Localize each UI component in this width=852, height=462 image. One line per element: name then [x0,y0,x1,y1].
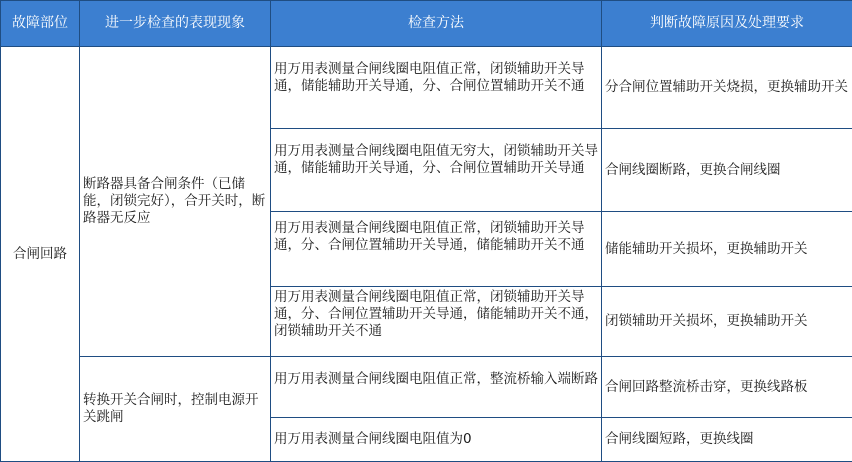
check-method-cell: 用万用表测量合闸线圈电阻值正常，整流桥输入端断路 [271,357,602,418]
cause-action-cell: 合闸线圈短路，更换线圈 [602,418,852,462]
cause-action-cell: 合闸线圈断路，更换合闸线圈 [602,129,852,212]
cause-action-cell: 合闸回路整流桥击穿，更换线路板 [602,357,852,418]
header-cause-and-action: 判断故障原因及处理要求 [602,1,852,47]
check-method-cell: 用万用表测量合闸线圈电阻值无穷大，闭锁辅助开关导通，储能辅助开关导通，分、合闸位置辅助开关导通 [271,129,602,212]
cause-action-cell: 储能辅助开关损坏，更换辅助开关 [602,212,852,287]
check-method-cell: 用万用表测量合闸线圈电阻值正常，闭锁辅助开关导通，分、合闸位置辅助开关导通，储能辅助开关不通 [271,212,602,287]
check-method-cell: 用万用表测量合闸线圈电阻值为0 [271,418,602,462]
symptom-cell: 转换开关合闸时，控制电源开关跳闸 [80,357,271,462]
header-symptom: 进一步检查的表现现象 [80,1,271,47]
table-row [1,357,852,418]
cause-action-cell: 闭锁辅助开关损坏，更换辅助开关 [602,287,852,357]
header-check-method: 检查方法 [271,1,602,47]
header-fault-part: 故障部位 [1,1,80,47]
cause-action-cell: 分合闸位置辅助开关烧损，更换辅助开关 [602,47,852,129]
check-method-cell: 用万用表测量合闸线圈电阻值正常，闭锁辅助开关导通，储能辅助开关导通，分、合闸位置辅助开关不通 [271,47,602,129]
fault-part-cell: 合闸回路 [1,47,80,462]
check-method-cell: 用万用表测量合闸线圈电阻值正常，闭锁辅助开关导通，分、合闸位置辅助开关导通，储能辅助开关不通，闭锁辅助开关不通 [271,287,602,357]
header-row [1,1,852,47]
table-row [1,47,852,129]
symptom-cell: 断路器具备合闸条件（已储能，闭锁完好），合开关时，断路器无反应 [80,47,271,357]
